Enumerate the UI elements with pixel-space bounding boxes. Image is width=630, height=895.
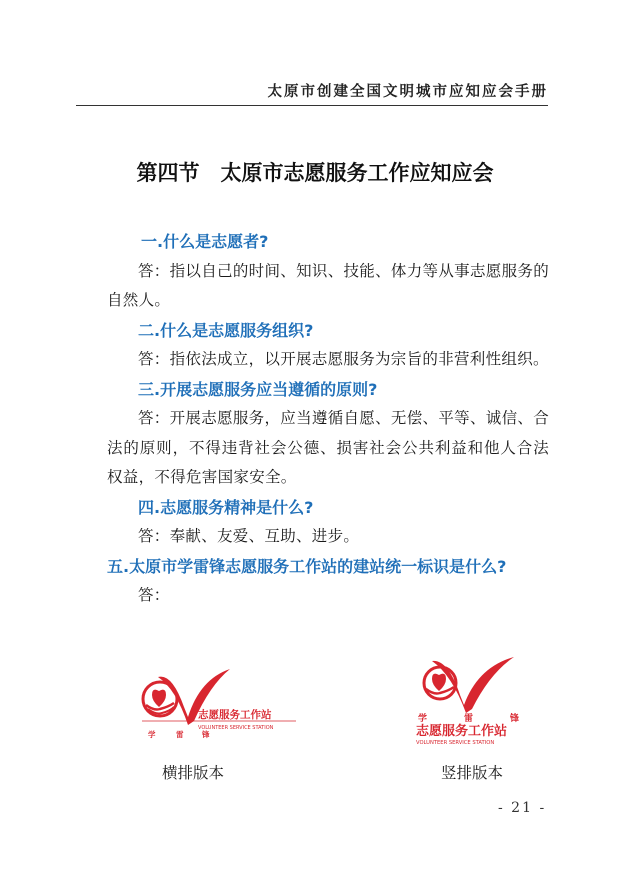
logo-v-char-3: 锋 <box>510 714 520 724</box>
logo-h-char-1: 学 <box>148 730 156 739</box>
vertical-logo-caption: 竖排版本 <box>441 764 504 782</box>
question-5: 五.太原市学雷锋志愿服务工作站的建站统一标识是什么? <box>107 556 507 576</box>
logo-v-name-cn: 志愿服务工作站 <box>416 724 508 739</box>
qa-content <box>107 227 549 611</box>
question-2: 二.什么是志愿服务组织? <box>138 320 314 340</box>
horizontal-logo-caption: 横排版本 <box>162 764 225 782</box>
logo-v-char-1: 学 <box>418 714 428 724</box>
answer-2: 答：指依法成立，以开展志愿服务为宗旨的非营利性组织。 <box>138 350 549 368</box>
horizontal-logo <box>138 663 300 743</box>
logo-v-name-en: VOLUNTEER SERVICE STATION <box>416 740 495 746</box>
logo-v-char-2: 雷 <box>464 714 474 724</box>
logo-h-name-cn: 志愿服务工作站 <box>198 709 272 721</box>
logo-h-name-en: VOLUNTEER SERVICE STATION <box>198 725 274 731</box>
question-1: 一.什么是志愿者? <box>141 232 269 251</box>
logo-v-mark-icon <box>432 657 514 713</box>
answer-4: 答：奉献、友爱、互助、进步。 <box>138 527 360 545</box>
question-3: 三.开展志愿服务应当遵循的原则? <box>138 379 378 399</box>
page-number: - 21 - <box>498 800 547 816</box>
section-title: 第四节 太原市志愿服务工作应知应会 <box>136 161 494 185</box>
logo-h-char-2: 雷 <box>176 730 184 739</box>
logo-h-char-3: 锋 <box>202 730 210 739</box>
heart-hands-icon <box>424 667 456 699</box>
vertical-logo <box>414 653 532 749</box>
book-title: 太原市创建全国文明城市应知应会手册 <box>267 84 548 100</box>
answer-5: 答： <box>138 586 170 604</box>
answer-1: 答：指以自己的时间、知识、技能、体力等从事志愿服务的自然人。 <box>107 261 549 309</box>
header-divider <box>76 105 548 106</box>
answer-3: 答：开展志愿服务，应当遵循自愿、无偿、平等、诚信、合法的原则，不得违背社会公德、损害社会公共利益和他人合法权益，不得危害国家安全。 <box>107 409 549 486</box>
heart-hands-icon <box>143 682 177 716</box>
question-4: 四.志愿服务精神是什么? <box>138 497 314 517</box>
